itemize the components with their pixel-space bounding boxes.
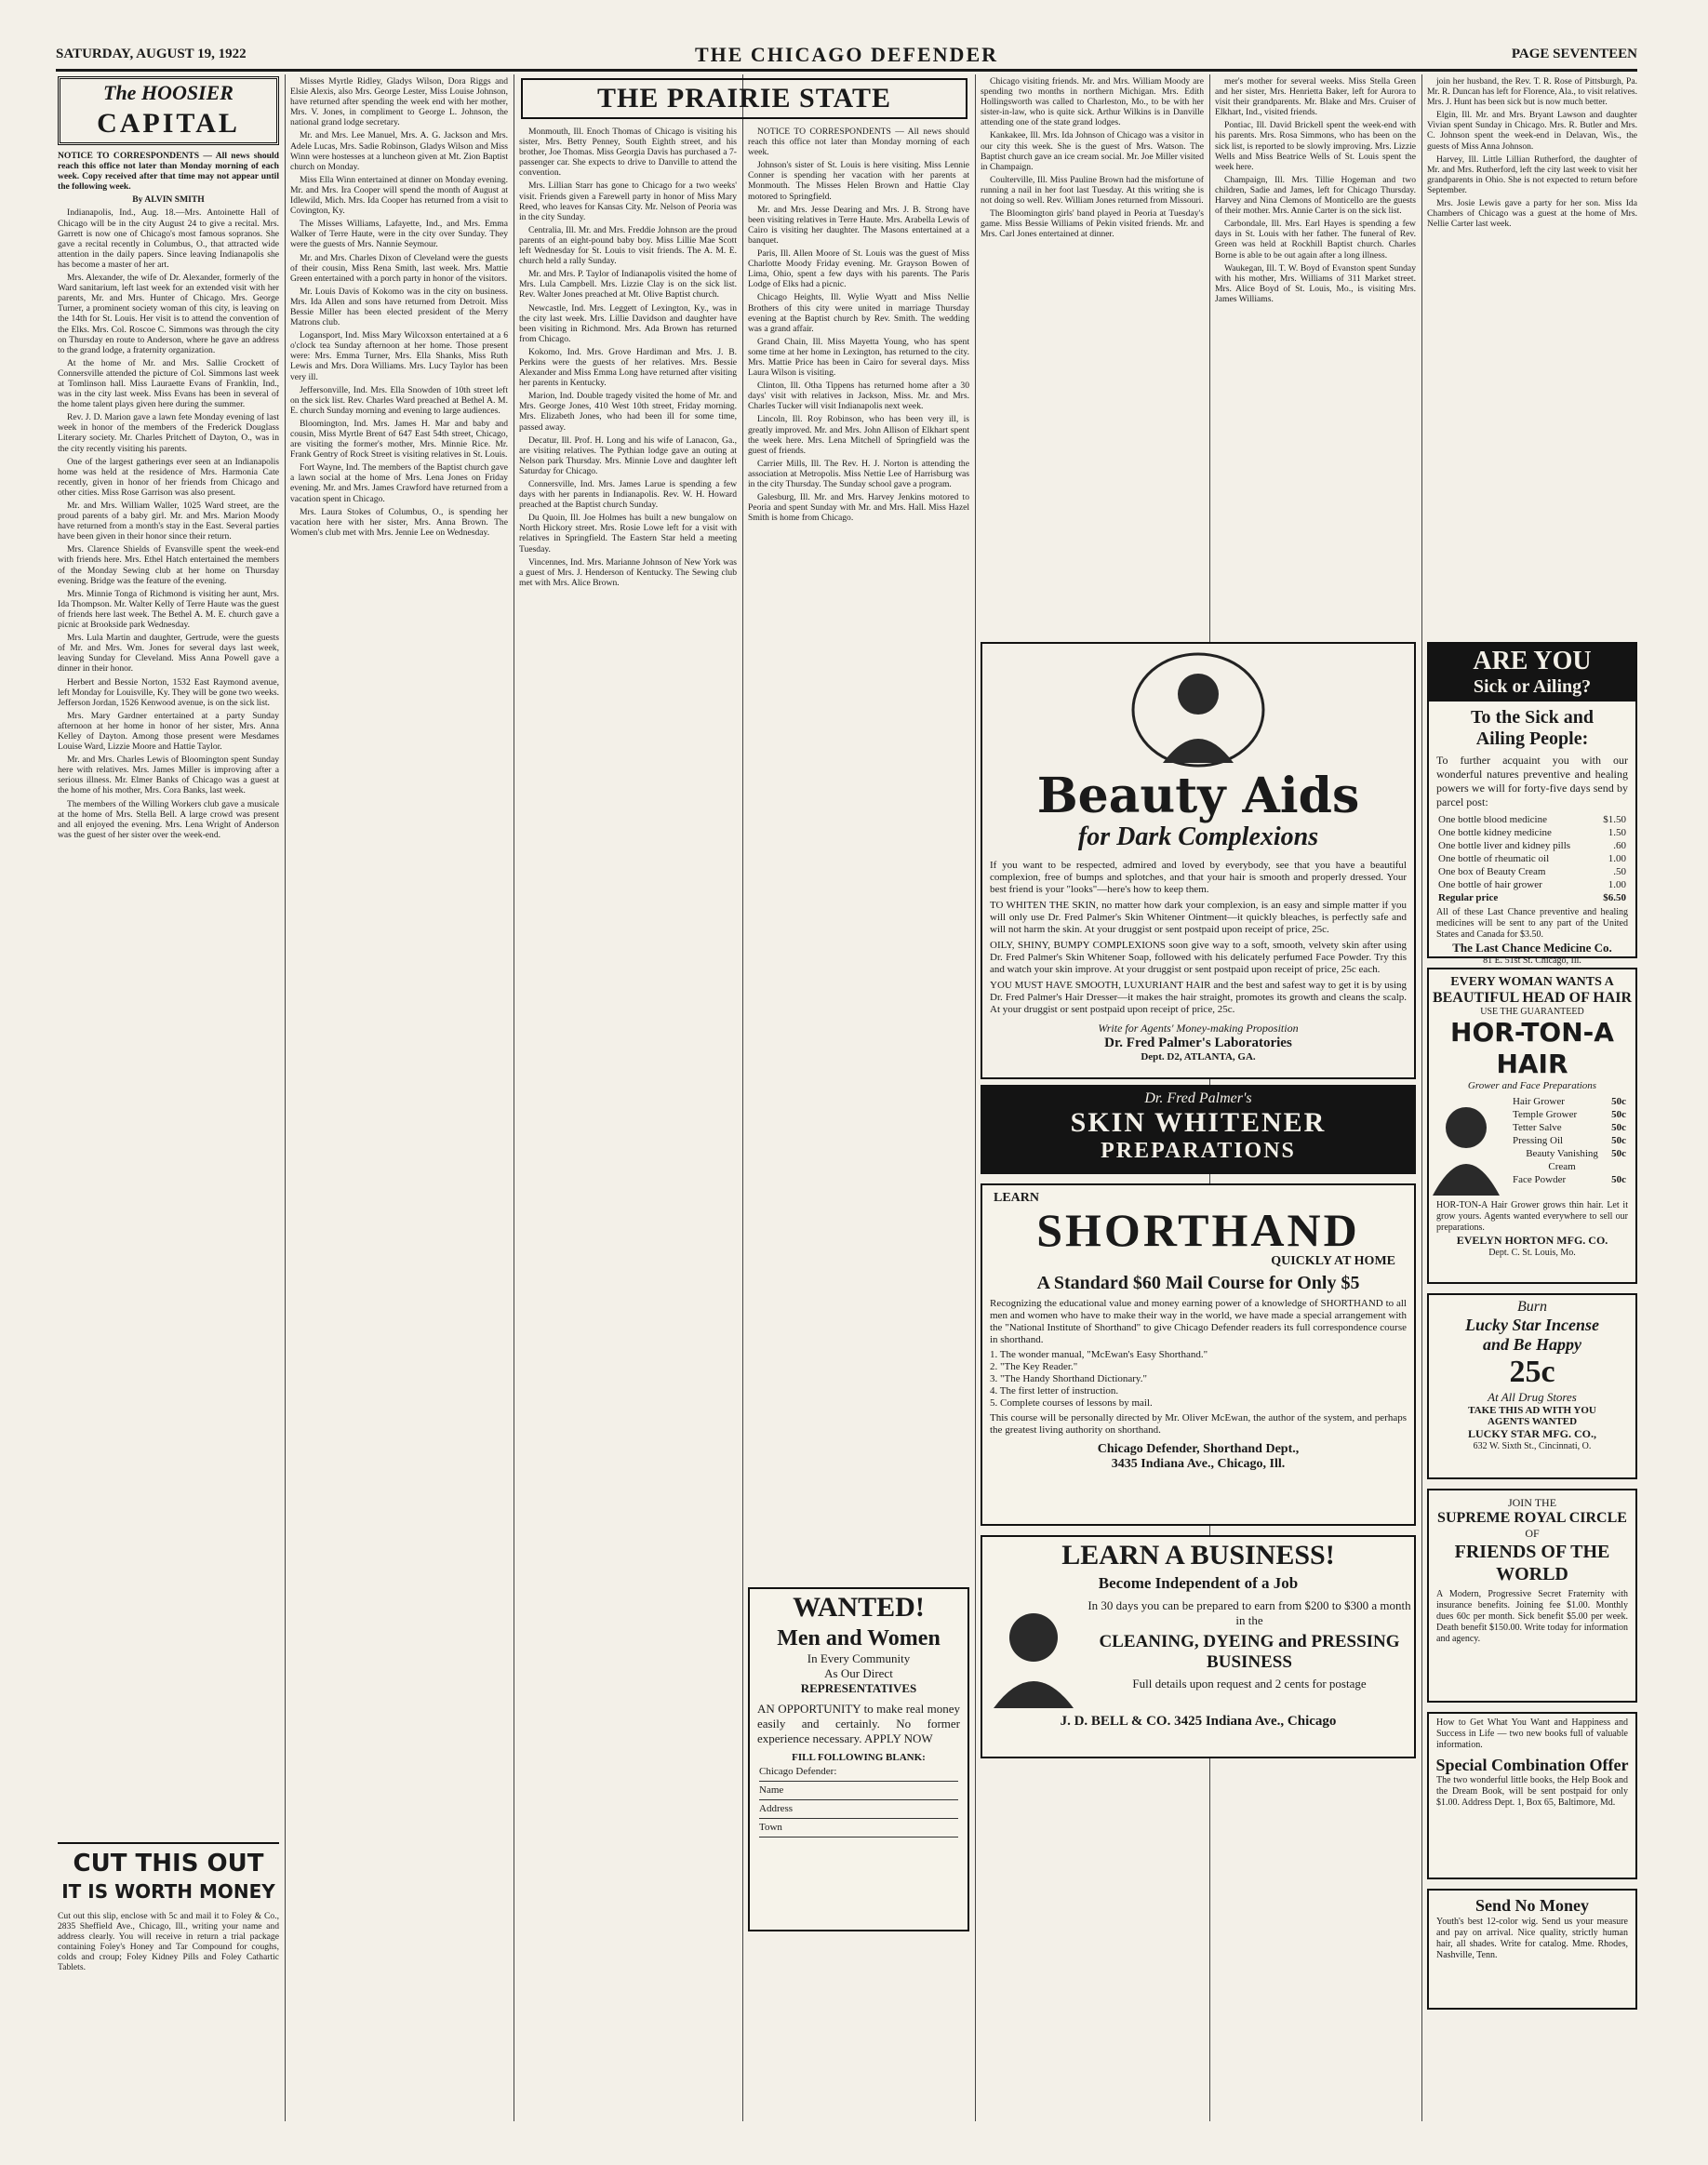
news-paragraph: The Misses Williams, Lafayette, Ind., and Mrs. Emma Walker of Terre Haute, were in the city over Sunday. They were the guests of Mrs. Nannie Seymour.	[290, 219, 508, 250]
shorthand-company: Chicago Defender, Shorthand Dept.,	[1097, 1442, 1300, 1456]
wanted-title: WANTED!	[793, 1592, 925, 1623]
business-title: LEARN A BUSINESS!	[1061, 1540, 1335, 1570]
hortona-item: Beauty Vanishing Cream	[1526, 1148, 1598, 1172]
whitener-line1: Dr. Fred Palmer's	[1144, 1090, 1252, 1106]
royal-title: SUPREME ROYAL CIRCLE	[1437, 1510, 1627, 1526]
wanted-subtitle: Men and Women	[777, 1626, 941, 1650]
shorthand-item: 1. The wonder manual, "McEwan's Easy Shorthand."	[990, 1349, 1208, 1360]
beauty-aids-ad	[981, 642, 1416, 1079]
whitener-line3: PREPARATIONS	[1101, 1139, 1296, 1163]
whitener-line2: SKIN WHITENER	[1070, 1107, 1327, 1138]
news-paragraph: Mr. Louis Davis of Kokomo was in the city on business. Mrs. Ida Allen and sons have returned from Detroit. Miss Bessie Miller has been elected president of the Merry Matrons club.	[290, 286, 508, 328]
sick-item-name: One bottle of rheumatic oil	[1438, 853, 1550, 864]
royal-friends: FRIENDS OF THE WORLD	[1454, 1542, 1610, 1584]
incense-happy: and Be Happy	[1483, 1335, 1581, 1354]
sick-body: To further acquaint you with our wonderful natures preventive and healing powers we will for forty-five days send by parcel post:	[1436, 754, 1628, 809]
business-address: 3425 Indiana Ave., Chicago	[1174, 1714, 1337, 1729]
news-paragraph: Johnson's sister of St. Louis is here visiting. Miss Lennie Conner is spending her vacation with her parents at Monmouth. The Misses Helen Brown and Hattie Clay motored to Springfield.	[748, 160, 969, 202]
woman-hair-illustration	[1429, 1095, 1503, 1197]
prairie-state-banner: THE PRAIRIE STATE	[521, 78, 967, 119]
hortona-price: 50c	[1611, 1174, 1626, 1185]
sick-item-price: 1.50	[1608, 827, 1626, 838]
shorthand-ad	[981, 1183, 1416, 1526]
sick-item-name: One bottle blood medicine	[1438, 814, 1547, 825]
wanted-line: As Our Direct	[824, 1666, 893, 1680]
news-paragraph: Grand Chain, Ill. Miss Mayetta Young, who has spent some time at her home in Lexington, has returned to the city. Mrs. Mattie Price has been in Cairo for several days. Miss Laura Wilson is visiting.	[748, 336, 969, 379]
news-paragraph: Mrs. Alexander, the wife of Dr. Alexander, formerly of the Ward sanitarium, left last week for an extended visit with her parents, Mr. and Mrs. Hunter of Chicago. Mrs. George Turner, a prominent society woman of this city, is leaving on the 14th for St. Louis. Her visit is to attend the convention of the Elks. Mrs. Col. Roscoe C. Simmons was through the city on Thursday en route to Anderson, where he gave an address to the grand lodge, a fraternity organization.	[58, 273, 279, 355]
sick-item-price: .60	[1613, 840, 1626, 851]
news-paragraph: Mr. and Mrs. Charles Lewis of Bloomington spent Sunday here with relatives. Mrs. James Miller is improving after a serious illness. Mr. Elmer Banks of Chicago was a guest at the home of his mother, Mrs. Cora Banks, last week.	[58, 755, 279, 796]
royal-join: JOIN THE	[1507, 1496, 1557, 1509]
news-paragraph: Fort Wayne, Ind. The members of the Baptist church gave a lawn social at the home of Mrs. Lena Jones on Friday evening. Mr. and Mrs. James Crawford have returned from a vacation spent in Chicago.	[290, 462, 508, 504]
news-paragraph: Mrs. Lula Martin and daughter, Gertrude, were the guests of Mr. and Mrs. Wm. Jones for several days last week, leaving Sunday for Cleveland. Miss Anna Powell gave a dinner in their honor.	[58, 633, 279, 675]
beauty-company: Dr. Fred Palmer's Laboratories	[1104, 1036, 1292, 1050]
shorthand-address: 3435 Indiana Ave., Chicago, Ill.	[1111, 1457, 1286, 1471]
beauty-address: Dept. D2, ATLANTA, GA.	[1141, 1051, 1256, 1062]
masthead-line1: The HOOSIER	[103, 81, 234, 104]
shorthand-item: 4. The first letter of instruction.	[990, 1385, 1119, 1397]
news-paragraph: Jeffersonville, Ind. Mrs. Ella Snowden of 10th street left on the sick list. Rev. Charles Ward preached at Bethel A. M. E. church Sunday morning and evening to large audiences.	[290, 384, 508, 416]
news-paragraph: Harvey, Ill. Little Lillian Rutherford, the daughter of Mr. and Mrs. Rutherford, left the city last week to visit her grandparents in Ohio. She is not expected to return before September.	[1427, 154, 1637, 195]
wanted-ad	[748, 1587, 969, 1931]
hortona-price: 50c	[1611, 1122, 1626, 1133]
sick-item-name: One box of Beauty Cream	[1438, 866, 1546, 877]
column-rule	[742, 74, 743, 2121]
news-paragraph: Mr. and Mrs. William Waller, 1025 Ward street, are the proud parents of a baby girl. Mr. and Mrs. Marion Moody have returned from a month's stay in the East. Several parties have been given in their honor since their return.	[58, 501, 279, 542]
wanted-town-field[interactable]: Town	[759, 1822, 958, 1838]
news-paragraph: Carrier Mills, Ill. The Rev. H. J. Norton is attending the association at Metropolis. Miss Nettie Lee of Harrisburg was in the city Thursday. The Sunday school gave a program.	[748, 458, 969, 489]
sick-title2: Sick or Ailing?	[1473, 676, 1592, 697]
wanted-name-field[interactable]: Name	[759, 1784, 958, 1800]
news-paragraph: mer's mother for several weeks. Miss Stella Green and her sister, Mrs. Henrietta Baker, left for Aurora to visit their grandparents. Mr. Blake and Mrs. Cruiser of Elkhart, Ind., visited friends.	[1215, 76, 1416, 118]
beauty-lead: If you want to be respected, admired and loved by everybody, see that you have a beautiful complexion, free of bumps and splotches, and that your hair is smooth and properly dressed. Your best friend is your "looks"—here's how to keep them.	[990, 860, 1407, 895]
send-no-money-ad	[1427, 1889, 1637, 2010]
news-paragraph: Mr. and Mrs. Jesse Dearing and Mrs. J. B. Strong have been visiting relatives in Terre Haute. Mrs. Arabella Lewis of Cairo is visiting her daughter. The Masons entertained at a banquet.	[748, 204, 969, 246]
news-paragraph: Elgin, Ill. Mr. and Mrs. Bryant Lawson and daughter Vivian spent Sunday in Chicago. Mrs. R. Butler and Mrs. C. Johnson spent the week-end in Delavan, Wis., the guests of Miss Anna Johnson.	[1427, 110, 1637, 152]
beauty-paragraph: TO WHITEN THE SKIN, no matter how dark your complexion, is an easy and simple matter if you will only use Dr. Fred Palmer's Skin Whitener Ointment—it quickly bleaches, is perfectly safe and will not harm the skin. At your druggist or sent postpaid upon receipt of price, 25c.	[990, 900, 1407, 935]
news-paragraph: Mrs. Josie Lewis gave a party for her son. Miss Ida Chambers of Chicago was a guest at the home of Mrs. Nellie Carter last week.	[1427, 198, 1637, 230]
news-paragraph: The members of the Willing Workers club gave a musicale at the home of Mrs. Stella Bell. A large crowd was present and all enjoyed the evening. Mrs. Lena Wright of Anderson was the guest of her sister over the week-end.	[58, 798, 279, 840]
incense-agents: AGENTS WANTED	[1487, 1416, 1578, 1427]
news-paragraph: Clinton, Ill. Otha Tippens has returned home after a 30 days' visit with relatives in Jackson, Miss. Mr. and Mrs. Charles Tucker will visit Indianapolis next week.	[748, 381, 969, 412]
column-rule	[975, 74, 976, 2121]
skin-whitener-banner	[981, 1085, 1416, 1174]
news-paragraph: Mrs. Laura Stokes of Columbus, O., is spending her vacation here with her sister, Mrs. Anna Brown. The Women's club met with Mrs. Jennie Lee on Wednesday.	[290, 506, 508, 538]
combo-top: How to Get What You Want and Happiness and Success in Life — two new books full of valuable information.	[1436, 1717, 1628, 1750]
royal-of: OF	[1525, 1527, 1540, 1540]
sick-address: 81 E. 51st St. Chicago, Ill.	[1483, 956, 1581, 966]
incense-burn: Burn	[1517, 1299, 1547, 1315]
column-rule	[1421, 74, 1422, 2121]
news-paragraph: At the home of Mr. and Mrs. Sallie Crockett of Connersville attended the picture of Col. Simmons last week at Tomlinson hall. Miss Lauraette Evans of Franklin, Ind., was in the city last week. Miss Evans has been in several of the home talent plays given here during the summer.	[58, 357, 279, 410]
hortona-item: Face Powder	[1513, 1174, 1567, 1185]
issue-date: SATURDAY, AUGUST 19, 1922	[56, 47, 247, 61]
header-rule	[56, 69, 1637, 72]
shorthand-title: SHORTHAND	[1036, 1204, 1360, 1256]
learn-business-ad	[981, 1535, 1416, 1758]
sick-item-price: .50	[1613, 866, 1626, 877]
news-paragraph: Connersville, Ind. Mrs. James Larue is spending a few days with her parents in Indianapolis. Rev. W. H. Howard preached at the Baptist church Sunday.	[519, 479, 737, 511]
shorthand-item: 3. "The Handy Shorthand Dictionary."	[990, 1373, 1147, 1384]
news-paragraph: Herbert and Bessie Norton, 1532 East Raymond avenue, left Monday for Louisville, Ky. They will be gone two weeks. Jefferson Jordan, 1526 Kenwood avenue, is on the sick list.	[58, 676, 279, 708]
news-paragraph: Mr. and Mrs. P. Taylor of Indianapolis visited the home of Mrs. Lula Campbell. Mrs. Lizzie Clay is on the sick list. Rev. Walter Jones preached at Mt. Olive Baptist church.	[519, 269, 737, 301]
news-column-4	[748, 127, 969, 1578]
news-paragraph: Pontiac, Ill. David Brickell spent the week-end with his parents. Mrs. Rosa Simmons, who has been on the sick list, is reported to be slowly improving. Mrs. Lizzie Wells and Miss Beatrice Wells of St. Louis spent the week here.	[1215, 120, 1416, 172]
news-paragraph: Miss Ella Winn entertained at dinner on Monday evening. Mr. and Mrs. Ira Cooper will spend the month of August at Idlewild, Mich. Mrs. Ida Cooper has returned from a visit to Covington, Ky.	[290, 174, 508, 217]
cut-subtitle: IT IS WORTH MONEY	[61, 1880, 275, 1903]
hortona-hair-ad	[1427, 968, 1637, 1284]
masthead-line2: CAPITAL	[97, 108, 240, 139]
news-column-2	[290, 76, 508, 2114]
news-paragraph: Mr. and Mrs. Charles Dixon of Cleveland were the guests of their cousin, Miss Rena Smith, last week. Mrs. Mattie Green entertained with a porch party in honor of the visitors.	[290, 252, 508, 284]
news-paragraph: Waukegan, Ill. T. W. Boyd of Evanston spent Sunday with his mother, Mrs. Williams of 311 Market street. Mrs. Alice Boyd of St. Louis, Mo., is visiting Mrs. James Williams.	[1215, 262, 1416, 304]
business-line: In 30 days you can be prepared to earn from $200 to $300 a month in the	[1088, 1598, 1411, 1627]
hortona-sub: USE THE GUARANTEED	[1480, 1007, 1584, 1017]
combo-body: The two wonderful little books, the Help Book and the Dream Book, will be sent postpaid for only $1.00. Address Dept. 1, Box 65, Baltimore, Md.	[1436, 1775, 1628, 1808]
man-portrait-illustration	[982, 1598, 1085, 1710]
lucky-star-incense-ad	[1427, 1293, 1637, 1479]
business-subtitle: Become Independent of a Job	[1098, 1574, 1299, 1592]
hortona-address: Dept. C. St. Louis, Mo.	[1488, 1248, 1576, 1258]
hortona-item: Tetter Salve	[1513, 1122, 1562, 1133]
wanted-line: REPRESENTATIVES	[800, 1681, 917, 1695]
news-paragraph: Chicago visiting friends. Mr. and Mrs. William Moody are spending two months in northern Michigan. Mrs. Edith Hollingsworth was called to Charleston, Mo., to be with her sister-in-law, who is quite sick. Arthur Wilkins is in Danville attending one of the state grand lodges.	[981, 76, 1204, 128]
wanted-line: In Every Community	[807, 1651, 911, 1665]
newspaper-name: THE CHICAGO DEFENDER	[694, 43, 999, 66]
sick-item-name: One bottle of hair grower	[1438, 879, 1542, 890]
correspondents-notice: NOTICE TO CORRESPONDENTS — All news should reach this office not later than Monday morning of each week. Copy received after that time may not appear until the following week.	[58, 151, 279, 193]
hortona-price: 50c	[1611, 1135, 1626, 1146]
news-paragraph: Newcastle, Ind. Mrs. Leggett of Lexington, Ky., was in the city last week. Mrs. Lillie Davidson and daughter have been visiting in Richmond. Mrs. Ada Brown has returned from Chicago.	[519, 302, 737, 344]
news-paragraph: Galesburg, Ill. Mr. and Mrs. Harvey Jenkins motored to Peoria and spent Sunday with Mr. and Mrs. Hall. Miss Hazel Smith is home from Chicago.	[748, 492, 969, 524]
hortona-item: Pressing Oil	[1513, 1135, 1564, 1146]
royal-circle-ad	[1427, 1489, 1637, 1703]
cut-this-out-ad	[58, 1842, 279, 2112]
sick-item-name: One bottle liver and kidney pills	[1438, 840, 1571, 851]
hortona-price: 50c	[1611, 1096, 1626, 1107]
shorthand-learn: LEARN	[994, 1191, 1040, 1205]
hoosier-capital-column	[58, 151, 279, 1825]
news-paragraph: Mrs. Clarence Shields of Evansville spent the week-end with friends here. Mrs. Ethel Hatch entertained the members of the Monday Sewing club at her home on Thursday evening. Bridge was the feature of the evening.	[58, 544, 279, 586]
wanted-body: AN OPPORTUNITY to make real money easily and certainly. No former experience necessary. APPLY NOW	[757, 1702, 960, 1745]
royal-body: A Modern, Progressive Secret Fraternity with insurance benefits. Joining fee $1.00. Monthly dues 60c per month. Sick benefit $5.00 per week. Death benefit $150.00. Write today for information and agency.	[1436, 1589, 1628, 1644]
hortona-price: 50c	[1611, 1148, 1626, 1159]
business-line: Full details upon request and 2 cents for postage	[1132, 1677, 1367, 1691]
incense-price: 25c	[1509, 1355, 1555, 1389]
hortona-item: Temple Grower	[1513, 1109, 1578, 1120]
wanted-fill-label: FILL FOLLOWING BLANK:	[792, 1752, 926, 1763]
sick-sub2: Ailing People:	[1475, 728, 1589, 749]
page-header	[56, 43, 1637, 67]
news-paragraph: Du Quoin, Ill. Joe Holmes has built a new bungalow on North Hickory street. Mrs. Rosie Lowe left for a visit with relatives in Springfield. The Eastern Star held a meeting Tuesday.	[519, 513, 737, 555]
sick-item-price: 1.00	[1608, 853, 1626, 864]
cut-title: CUT THIS OUT	[73, 1850, 264, 1878]
sick-footer: All of these Last Chance preventive and healing medicines will be sent to any part of the United States and Canada for $3.50.	[1436, 907, 1628, 940]
hortona-title2: BEAUTIFUL HEAD OF HAIR	[1432, 990, 1633, 1006]
news-paragraph: Mrs. Lillian Starr has gone to Chicago for a two weeks' visit. Friends given a Farewell party in honor of Miss Mary Reed, who leaves for Kansas City. Mr. Nelson of Peoria was in the city Sunday.	[519, 180, 737, 222]
news-paragraph: Logansport, Ind. Miss Mary Wilcoxson entertained at a 6 o'clock tea Sunday afternoon at her home. Those present were: Mrs. Emma Turner, Mrs. Ella Shanks, Miss Ruth Lewis and Mrs. Dora Williams. Mrs. Lucy Taylor has been very ill.	[290, 330, 508, 382]
shorthand-item: 2. "The Key Reader."	[990, 1361, 1078, 1372]
news-paragraph: Monmouth, Ill. Enoch Thomas of Chicago is visiting his sister, Mrs. Betty Penney, South Eighth street, and his brother, Joe Thomas. Miss Georgia Davis has purchased a 7-passenger car. She expects to drive to Danville to attend the convention.	[519, 127, 737, 179]
news-paragraph: Coulterville, Ill. Miss Pauline Brown had the misfortune of running a nail in her foot last Tuesday. At this writing she is not doing so well. Rev. William Jones returned from Missouri.	[981, 174, 1204, 207]
sick-title1: ARE YOU	[1473, 647, 1592, 675]
hortona-title1: EVERY WOMAN WANTS A	[1450, 975, 1614, 989]
hortona-price: 50c	[1611, 1109, 1626, 1120]
news-paragraph: Marion, Ind. Double tragedy visited the home of Mr. and Mrs. George Jones, 410 West 10th street, Friday morning. Mrs. Elizabeth Jones, who had been ill for some time, passed away.	[519, 391, 737, 433]
combination-offer-ad	[1427, 1712, 1637, 1879]
news-paragraph: Misses Myrtle Ridley, Gladys Wilson, Dora Riggs and Elsie Alexis, also Mrs. George Lester, Miss Louise Johnson, have returned after spending the week end with her mother, Mrs. V. Jones, in compliment to George L. Johnson, the national grand lodge secretary.	[290, 76, 508, 128]
byline: By ALVIN SMITH	[132, 194, 205, 206]
beauty-paragraph: OILY, SHINY, BUMPY COMPLEXIONS soon give way to a soft, smooth, velvety skin after using Dr. Fred Palmer's Skin Whitener Soap, followed with his delicately perfumed Face Powder. Try this and watch your skin improve. At your druggist or sent postpaid upon receipt of price, 25c each.	[990, 940, 1407, 975]
sick-item-name: One bottle kidney medicine	[1438, 827, 1552, 838]
cut-text: Cut out this slip, enclose with 5c and mail it to Foley & Co., 2835 Sheffield Ave., Chicago, Ill., writing your name and address clearly. You will receive in return a trial package containing Foley's Honey and Tar Compound for coughs, colds and croup; Foley Kidney Pills and Foley Cathartic Tablets.	[58, 1911, 279, 1973]
hortona-company: EVELYN HORTON MFG. CO.	[1456, 1234, 1608, 1247]
news-column-3	[519, 127, 737, 2114]
business-company: J. D. BELL & CO.	[1060, 1714, 1171, 1729]
wanted-form-header: Chicago Defender:	[759, 1766, 958, 1782]
sick-sub1: To the Sick and	[1470, 707, 1595, 728]
news-paragraph: Rev. J. D. Marion gave a lawn fete Monday evening of last week in honor of the members of the Frederick Douglass Literary society. Mr. Charles Pritchett of Dayton, O., was in the city recently visiting his parents.	[58, 412, 279, 454]
sick-company: The Last Chance Medicine Co.	[1452, 941, 1612, 955]
hortona-sub2: Grower and Face Preparations	[1467, 1080, 1597, 1091]
news-paragraph: join her husband, the Rev. T. R. Rose of Pittsburgh, Pa. Mr. R. Duncan has left for Florence, Ala., to visit relatives. Mrs. J. Hunt has been sick but is now much better.	[1427, 76, 1637, 108]
news-paragraph: Mrs. Mary Gardner entertained at a party Sunday afternoon at her home in honor of her sister, Mrs. Anna Kelley of Dayton. Among those present were Mesdames Louise Ward, Lizzie Moore and Hattie Taylor.	[58, 710, 279, 753]
beauty-title: Beauty Aids	[1036, 768, 1360, 824]
column-rule	[285, 74, 286, 2121]
sick-item-price: 1.00	[1608, 879, 1626, 890]
news-column-6	[1215, 76, 1416, 635]
news-paragraph: Bloomington, Ind. Mrs. James H. Mar and baby and cousin, Miss Myrtle Brent of 647 East 54th street, Chicago, are visiting the former's mother, Mrs. Minnie Rice. Mr. Frank Gentry of Rock Street is visiting relatives in St. Louis.	[290, 418, 508, 461]
incense-take-ad: TAKE THIS AD WITH YOU	[1468, 1405, 1596, 1416]
news-paragraph: Champaign, Ill. Mrs. Tillie Hogeman and two children, Sadie and James, left for Chicago Thursday. Harvey and Nina Clemons of Monticello are the guests of their mother. Mrs. Annie Carter is on the sick list.	[1215, 174, 1416, 217]
hoosier-capital-masthead	[58, 76, 279, 145]
news-paragraph: Carbondale, Ill. Mrs. Earl Hayes is spending a few days in St. Louis with her father. The funeral of Rev. Green was held at Rockhill Baptist church. Charles Borne is able to be out again after a long illness.	[1215, 219, 1416, 261]
shorthand-offer: A Standard $60 Mail Course for Only $5	[1036, 1273, 1360, 1293]
beauty-paragraph: YOU MUST HAVE SMOOTH, LUXURIANT HAIR and the best and safest way to get it is by using Dr. Fred Palmer's Hair Dresser—it makes the hair straight, promotes its growth and cleans the scalp. At your druggist or sent postpaid upon receipt of price, 25c.	[990, 980, 1407, 1015]
beauty-agents: Write for Agents' Money-making Proposition	[1098, 1022, 1299, 1035]
shorthand-item: 5. Complete courses of lessons by mail.	[990, 1397, 1153, 1409]
incense-stores: At All Drug Stores	[1488, 1390, 1577, 1404]
sick-item-price: $1.50	[1603, 814, 1626, 825]
news-paragraph: Kokomo, Ind. Mrs. Grove Hardiman and Mrs. J. B. Perkins were the guests of her relatives. Mrs. Bessie Alexander and Miss Emma Long have returned after visiting her parents in Kentucky.	[519, 346, 737, 389]
combo-title: Special Combination Offer	[1435, 1756, 1629, 1774]
news-paragraph: Lincoln, Ill. Roy Robinson, who has been very ill, is greatly improved. Mr. and Mrs. John Allison of Elkhart spent the week here. Mrs. Lena Mitchell of Springfield was the guest of friends.	[748, 414, 969, 456]
incense-company: LUCKY STAR MFG. CO.,	[1468, 1427, 1596, 1440]
hortona-body: HOR-TON-A Hair Grower grows thin hair. Let it grow yours. Agents wanted everywhere to sell our preparations.	[1436, 1200, 1628, 1233]
news-paragraph: Mr. and Mrs. Lee Manuel, Mrs. A. G. Jackson and Mrs. Adele Lucas, Mrs. Sadie Robinson, Gladys Wilson and Miss Winn were hostesses at a luncheon given at Mt. Zion Baptist church on Monday.	[290, 130, 508, 172]
news-paragraph: Kankakee, Ill. Mrs. Ida Johnson of Chicago was a visitor in our city this week. She is the guest of Mrs. Watson. The Baptist church gave an ice cream social. Mr. Joe Miller visited in Champaign.	[981, 130, 1204, 172]
shorthand-subtitle: QUICKLY AT HOME	[1271, 1254, 1395, 1268]
sick-item-price: $6.50	[1603, 892, 1626, 903]
incense-address: 632 W. Sixth St., Cincinnati, O.	[1473, 1441, 1592, 1451]
news-paragraph: NOTICE TO CORRESPONDENTS — All news should reach this office not later than Monday morning of each week.	[748, 127, 969, 158]
business-highlight: CLEANING, DYEING and PRESSING BUSINESS	[1099, 1632, 1400, 1672]
news-column-7	[1427, 76, 1637, 635]
news-paragraph: Paris, Ill. Allen Moore of St. Louis was the guest of Miss Charlotte Moody Friday evening. Mr. Grayson Bowen of Lima, Ohio, spent a few days with his parents. The Paris Lodge of Elks had a picnic.	[748, 248, 969, 290]
news-paragraph: Vincennes, Ind. Mrs. Marianne Johnson of New York was a guest of Mrs. J. Henderson of Kentucky. The Sewing club met with Mrs. Alice Brown.	[519, 556, 737, 588]
hortona-brand: HOR-TON-A HAIR	[1450, 1017, 1614, 1079]
sendmoney-body: Youth's best 12-color wig. Send us your measure and pay on arrival. Nice quality, strictly human hair, all shades. Write for catalog. Mme. Rhodes, Nashville, Tenn.	[1436, 1917, 1628, 1960]
news-paragraph: Centralia, Ill. Mr. and Mrs. Freddie Johnson are the proud parents of an eight-pound baby boy. Miss Lillie Mae Scott left Wednesday for St. Louis to visit friends. The A. M. E. church held a rally Sunday.	[519, 224, 737, 267]
beauty-subtitle: for Dark Complexions	[1077, 822, 1319, 851]
news-paragraph: One of the largest gatherings ever seen at an Indianapolis home was held at the residence of Mrs. Harmonia Cate recently, given in honor of her friends from Chicago and other cities. Miss Rose Garrison was also present.	[58, 456, 279, 498]
shorthand-footer: This course will be personally directed by Mr. Oliver McEwan, the author of the system, and perhaps the greatest living authority on shorthand.	[990, 1412, 1407, 1436]
news-paragraph: Chicago Heights, Ill. Wylie Wyatt and Miss Nellie Brothers of this city were united in marriage Thursday evening at the Baptist church by Rev. Smith. The wedding was a grand affair.	[748, 292, 969, 334]
incense-title: Lucky Star Incense	[1465, 1316, 1599, 1334]
news-column-5	[981, 76, 1204, 635]
sick-item-name: Regular price	[1438, 892, 1499, 903]
page-number: PAGE SEVENTEEN	[1511, 47, 1637, 61]
shorthand-body: Recognizing the educational value and money earning power of a knowledge of SHORTHAND to all men and women who have to make their way in the world, we have made a special arrangement with the "National Institute of Shorthand" to give Chicago Defender readers its full correspondence course in shorthand.	[990, 1298, 1407, 1345]
news-paragraph: The Bloomington girls' band played in Peoria at Tuesday's game. Miss Bessie Williams of Pekin visited friends. Mr. and Mrs. Carl Jones entertained at dinner.	[981, 208, 1204, 240]
news-paragraph: Mrs. Minnie Tonga of Richmond is visiting her aunt, Mrs. Ida Thompson. Mr. Walter Kelly of Terre Haute was the guest of friends here last week. The Bethel A. M. E. church gave a picnic at Brookside park Wednesday.	[58, 588, 279, 631]
news-paragraph: Indianapolis, Ind., Aug. 18.—Mrs. Antoinette Hall of Chicago will be in the city August 24 to give a recital. Mrs. Garrett is now one of Chicago's most famous sopranos. She gave a recital recently in Columbus, O., that attracted wide attention in the daily papers. Since leaving Indianapolis she has become a master of her art.	[58, 207, 279, 270]
sendmoney-title: Send No Money	[1474, 1896, 1589, 1915]
sick-ailing-ad	[1427, 642, 1637, 966]
woman-portrait-illustration	[1114, 649, 1282, 770]
news-paragraph: Decatur, Ill. Prof. H. Long and his wife of Lanacon, Ga., are visiting relatives. The Pythian lodge gave an outing at Nelson park Thursday. Mrs. Minnie Love and daughter left Saturday for Chicago.	[519, 434, 737, 476]
hortona-item: Hair Grower	[1513, 1096, 1565, 1107]
wanted-address-field[interactable]: Address	[759, 1803, 958, 1819]
